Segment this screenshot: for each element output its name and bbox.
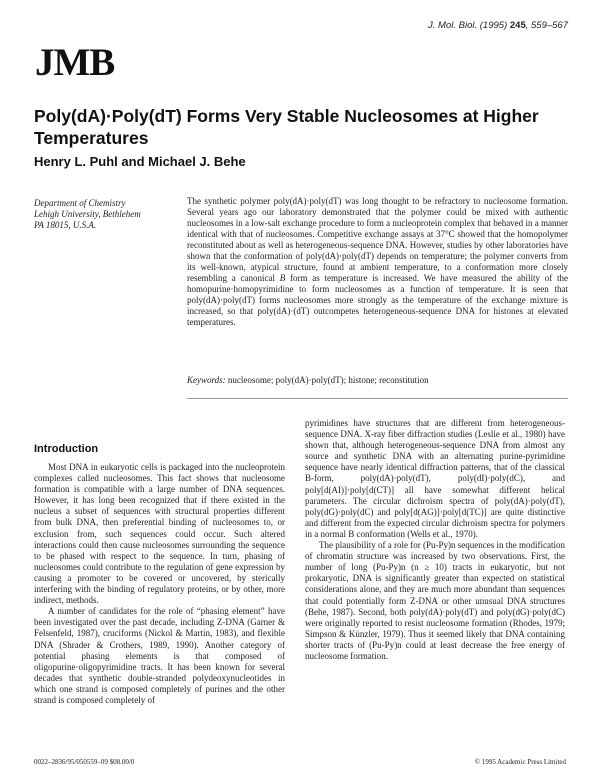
journal-logo: JMB: [35, 41, 115, 84]
footer-code: 0022–2836/95/050559–09 $08.00/0: [34, 758, 135, 766]
abstract-part-1: The synthetic polymer poly(dA)·poly(dT) was long thought to be refractory to nucleosome formation. Several years ago our laboratory demonstrated that the polymer could be mixed with authentic nucleosomes in a low-salt exchange procedure to form a nucleoprotein complex that behaved in a manner identical with that of nucleosomes. Competitive exchange assays at 37°C showed that the homopolymer reconstituted about as well as heterogeneous-sequence DNA. However, studies by other laboratories have shown that the conformation of poly(dA)·poly(dT) depends on temperature; the polymer converts from its well-known, atypical structure, found at ambient temperature, to a conformation more closely resembling a canonical: [187, 196, 568, 283]
citation-journal: J. Mol. Biol. (1995): [428, 20, 508, 31]
author-list: Henry L. Puhl and Michael J. Behe: [34, 154, 246, 169]
citation-pages: , 559–567: [525, 20, 568, 31]
keywords-text: nucleosome; poly(dA)·poly(dT); histone; reconstitution: [225, 375, 429, 385]
keywords: [187, 375, 568, 385]
article-title: Poly(dA)·Poly(dT) Forms Very Stable Nucleosomes at Higher Temperatures: [34, 106, 539, 148]
abstract-b-form: B: [279, 273, 286, 283]
intro-paragraph-2: A number of candidates for the role of “phasing element” have been investigated over the past decade, including Z-DNA (Garner & Felsenfeld, 1987), cruciforms (Nickol & Martin, 1983), and flexible DNA (Shrader & Crothers, 1989, 1990). Another category of potential phasing elements is that composed of oligopurine·oligopyrimidine tracts. It has been known for several decades that synthetic double-stranded polydeoxynucleotides in which one strand is composed completely of purines and the other strand is composed completely of: [34, 606, 285, 705]
section-heading-introduction: Introduction: [34, 443, 99, 455]
intro-paragraph-2-continued: pyrimidines have structures that are different from heterogeneous-sequence DNA. X-ray fiber diffraction studies (Leslie et al., 1980) have shown that, although heterogeneous-sequence DNA from almost any source and synthetic DNA with an alternating purine-pyrimidine sequence have nearly identical diffraction patterns, that of the classical B-form, poly(dA)·poly(dT), poly(dI)·poly(dC), and poly[d(AI)]·poly[d(CT)] all have somewhat different helical parameters. The circular dichroism spectra of poly(dA)·poly(dT), poly(dG)·poly(dC) and poly[d(AG)]·poly[d(TC)] are quite distinctive and different from the expected circular dichroism spectra for polymers in a normal B conformation (Wells et al., 1970).: [305, 418, 565, 539]
author-affiliation: Department of Chemistry Lehigh University, Bethlehem PA 18015, U.S.A.: [34, 198, 141, 230]
intro-paragraph-3: The plausibility of a role for (Pu-Py)n sequences in the modification of chromatin structure was increased by two observations. First, the number of long (Pu-Py)n (n ≥ 10) tracts in eukaryotic, but not prokaryotic, DNA is significantly greater than expected on statistical considerations alone, and they are much more abundant than sequences that could potentially form Z-DNA or other unusual DNA structures (Behe, 1987). Second, both poly(dA)·poly(dT) and poly(dG)·poly(dC) were originally reported to resist nucleosome formation (Rhodes, 1979; Simpson & Künzler, 1979). Thus it seemed likely that DNA containing shorter tracts of (Pu-Py)n could at least decrease the free energy of nucleosome formation.: [305, 540, 565, 661]
text-column-right: [305, 418, 565, 662]
abstract: [187, 196, 568, 328]
intro-paragraph-1: Most DNA in eukaryotic cells is packaged into the nucleoprotein complexes called nucleosomes. This fact shows that nucleosome formation is compatible with a large number of DNA sequences. However, it has long been recognized that if there existed in the nucleus a subset of sequences with structural properties different from bulk DNA, then preferential binding of nucleosomes to, or exclusion from, such sequences could occur. Such altered interactions could then cause nucleosomes surrounding the sequence to be phased with respect to the sequence. In turn, phasing of nucleosomes could contribute to the regulation of gene expression by causing a promoter to be covered or uncovered, by sterically interfering with the binding of regulatory proteins, or by other, more indirect, methods.: [34, 462, 285, 606]
journal-citation: [428, 20, 568, 31]
keywords-label: Keywords:: [187, 375, 226, 385]
text-column-left: [34, 462, 285, 706]
citation-volume: 245: [509, 20, 526, 31]
abstract-divider: [187, 398, 568, 399]
abstract-part-2: form as temperature is increased. We have measured the ability of the homopurine·homopyrimidine to form nucleosomes as a function of temperature. It is seen that poly(dA)·poly(dT) forms nucleosomes more strongly as the temperature of the exchange mixture is increased, so that poly(dA)·(dT) outcompetes heterogeneous-sequence DNA for histones at elevated temperatures.: [187, 273, 568, 327]
footer-copyright: © 1995 Academic Press Limited: [474, 758, 566, 766]
